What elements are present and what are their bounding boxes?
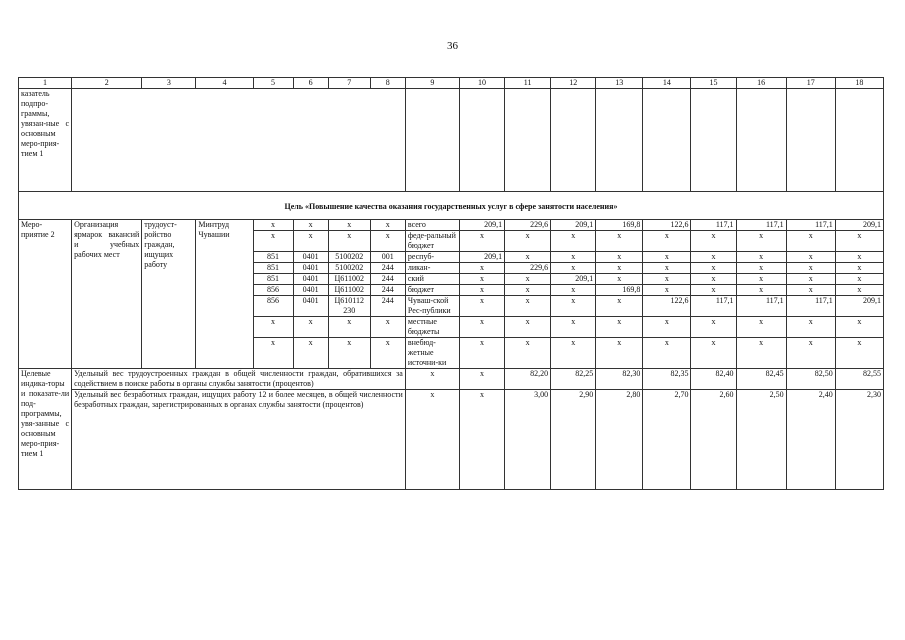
year-value: x <box>643 231 691 252</box>
indicator-value: x <box>405 369 459 390</box>
indicator-value: 82,25 <box>551 369 596 390</box>
year-value: x <box>596 296 643 317</box>
indicator-value: x <box>459 369 504 390</box>
code-target: x <box>328 231 370 252</box>
year-value: 229,6 <box>505 220 551 231</box>
col-num: 18 <box>835 78 883 89</box>
finance-source: ский <box>405 274 459 285</box>
code-section: 0401 <box>293 274 328 285</box>
year-value: x <box>596 252 643 263</box>
code-grbs: 856 <box>253 285 293 296</box>
indicator-value: 2,30 <box>835 390 883 490</box>
year-value: 122,6 <box>643 220 691 231</box>
year-value: 209,1 <box>459 220 504 231</box>
finance-source: ликан- <box>405 263 459 274</box>
year-value: x <box>736 317 786 338</box>
year-value: x <box>643 274 691 285</box>
empty-cell <box>405 89 459 192</box>
empty-cell <box>551 89 596 192</box>
code-target: x <box>328 317 370 338</box>
year-value: x <box>505 274 551 285</box>
year-value: 209,1 <box>459 252 504 263</box>
indicator-value: 82,45 <box>736 369 786 390</box>
year-value: 122,6 <box>643 296 691 317</box>
empty-cell <box>736 89 786 192</box>
indicators-label: Целевые индика-торы и показате-ли под-программы, увя-занные с основным меро-прия-тием 1 <box>19 369 72 490</box>
year-value: x <box>459 317 504 338</box>
year-value: x <box>596 274 643 285</box>
goal-row <box>19 192 884 220</box>
code-section: x <box>293 231 328 252</box>
code-target: x <box>328 338 370 369</box>
code-grbs: x <box>253 231 293 252</box>
col-num: 16 <box>736 78 786 89</box>
code-grbs: x <box>253 220 293 231</box>
year-value: x <box>835 263 883 274</box>
year-value: x <box>786 285 835 296</box>
year-value: x <box>691 274 736 285</box>
empty-cell <box>505 89 551 192</box>
year-value: x <box>736 274 786 285</box>
year-value: 117,1 <box>786 296 835 317</box>
year-value: x <box>505 317 551 338</box>
indicator-value: 2,80 <box>596 390 643 490</box>
code-target: 5100202 <box>328 263 370 274</box>
year-value: x <box>551 231 596 252</box>
year-value: x <box>691 263 736 274</box>
year-value: 169,8 <box>596 220 643 231</box>
indicator-text: Удельный вес трудоустроенных граждан в общей численности граждан, обратившихся за содействием в поиске работы в органы службы занятости (процентов) <box>72 369 406 390</box>
year-value: x <box>596 263 643 274</box>
indicator-value: 82,55 <box>835 369 883 390</box>
year-value: x <box>551 296 596 317</box>
carry-over-label: казатель подпро-граммы, увязан-ные с основным меро-прия-тием 1 <box>19 89 72 192</box>
finance-source: бюджет <box>405 285 459 296</box>
year-value: x <box>505 338 551 369</box>
indicator-value: 82,35 <box>643 369 691 390</box>
col-num: 7 <box>328 78 370 89</box>
year-value: x <box>736 263 786 274</box>
year-value: x <box>691 252 736 263</box>
year-value: x <box>551 263 596 274</box>
year-value: x <box>835 317 883 338</box>
col-num: 12 <box>551 78 596 89</box>
code-grbs: x <box>253 317 293 338</box>
code-target: 5100202 <box>328 252 370 263</box>
page-number: 36 <box>447 40 458 52</box>
year-value: 117,1 <box>736 296 786 317</box>
code-section: x <box>293 338 328 369</box>
indicator-value: 82,20 <box>505 369 551 390</box>
year-value: x <box>551 252 596 263</box>
program-table <box>18 77 884 490</box>
year-value: 209,1 <box>835 220 883 231</box>
indicator-text: Удельный вес безработных граждан, ищущих работу 12 и более месяцев, в общей численности безработных граждан, зарегистрированных в органах службы занятости (процентов) <box>72 390 406 490</box>
code-target: x <box>328 220 370 231</box>
code-target: Ц611002 <box>328 285 370 296</box>
year-value: 117,1 <box>691 296 736 317</box>
year-value: x <box>835 274 883 285</box>
code-type: 244 <box>370 285 405 296</box>
year-value: x <box>736 285 786 296</box>
code-grbs: 851 <box>253 274 293 285</box>
year-value: x <box>596 338 643 369</box>
activity-description: Организация ярмарок вакансий и учебных рабочих мест <box>72 220 142 369</box>
code-grbs: x <box>253 338 293 369</box>
code-type: x <box>370 220 405 231</box>
code-section: 0401 <box>293 252 328 263</box>
year-value: 209,1 <box>835 296 883 317</box>
activity-executor: Минтруд Чувашии <box>196 220 253 369</box>
code-type: x <box>370 338 405 369</box>
year-value: x <box>643 263 691 274</box>
code-section: x <box>293 317 328 338</box>
year-value: 117,1 <box>691 220 736 231</box>
finance-source: респуб- <box>405 252 459 263</box>
indicator-value: 2,60 <box>691 390 736 490</box>
col-num: 11 <box>505 78 551 89</box>
code-section: 0401 <box>293 263 328 274</box>
year-value: x <box>551 338 596 369</box>
activity-result: трудоуст-ройство граждан, ищущих работу <box>142 220 196 369</box>
indicator-value: 82,30 <box>596 369 643 390</box>
year-value: 209,1 <box>551 274 596 285</box>
code-type: 244 <box>370 274 405 285</box>
year-value: x <box>786 338 835 369</box>
carry-over-row <box>19 89 884 192</box>
year-value: x <box>835 231 883 252</box>
code-section: 0401 <box>293 285 328 296</box>
code-section: x <box>293 220 328 231</box>
year-value: x <box>691 317 736 338</box>
year-value: x <box>835 252 883 263</box>
year-value: x <box>505 252 551 263</box>
year-value: x <box>835 338 883 369</box>
year-value: x <box>691 338 736 369</box>
col-num: 4 <box>196 78 253 89</box>
year-value: x <box>596 317 643 338</box>
code-grbs: 856 <box>253 296 293 317</box>
col-num: 10 <box>459 78 504 89</box>
year-value: x <box>459 338 504 369</box>
empty-cell <box>786 89 835 192</box>
activity-name: Меро-приятие 2 <box>19 220 72 369</box>
empty-cell <box>459 89 504 192</box>
code-type: x <box>370 317 405 338</box>
code-section: 0401 <box>293 296 328 317</box>
year-value: 169,8 <box>596 285 643 296</box>
year-value: x <box>551 285 596 296</box>
code-target: Ц610112 230 <box>328 296 370 317</box>
year-value: 209,1 <box>551 220 596 231</box>
empty-cell <box>691 89 736 192</box>
col-num: 3 <box>142 78 196 89</box>
code-grbs: 851 <box>253 263 293 274</box>
empty-cell <box>835 89 883 192</box>
indicator-value: 82,40 <box>691 369 736 390</box>
goal-title: Цель «Повышение качества оказания государственных услуг в сфере занятости населения» <box>19 192 884 220</box>
empty-cell <box>643 89 691 192</box>
year-value: x <box>643 285 691 296</box>
empty-cell <box>72 89 406 192</box>
year-value: x <box>736 231 786 252</box>
year-value: x <box>459 285 504 296</box>
year-value: x <box>786 252 835 263</box>
year-value: x <box>786 274 835 285</box>
year-value: x <box>691 231 736 252</box>
indicator-value: 2,40 <box>786 390 835 490</box>
col-num: 2 <box>72 78 142 89</box>
code-type: 244 <box>370 263 405 274</box>
finance-source: местные бюджеты <box>405 317 459 338</box>
year-value: x <box>551 317 596 338</box>
finance-row <box>19 220 884 231</box>
year-value: x <box>459 274 504 285</box>
indicator-row <box>19 390 884 490</box>
column-number-row <box>19 78 884 89</box>
year-value: x <box>736 338 786 369</box>
year-value: x <box>596 231 643 252</box>
col-num: 14 <box>643 78 691 89</box>
code-type: 244 <box>370 296 405 317</box>
finance-source: внебюд-жетные источни-ки <box>405 338 459 369</box>
col-num: 8 <box>370 78 405 89</box>
year-value: x <box>691 285 736 296</box>
col-num: 1 <box>19 78 72 89</box>
year-value: x <box>505 231 551 252</box>
indicator-value: 82,50 <box>786 369 835 390</box>
year-value: x <box>736 252 786 263</box>
year-value: x <box>786 263 835 274</box>
indicator-value: x <box>459 390 504 490</box>
col-num: 9 <box>405 78 459 89</box>
year-value: x <box>835 285 883 296</box>
year-value: x <box>786 231 835 252</box>
code-type: x <box>370 231 405 252</box>
col-num: 13 <box>596 78 643 89</box>
indicator-value: 3,00 <box>505 390 551 490</box>
year-value: x <box>459 263 504 274</box>
year-value: x <box>643 338 691 369</box>
indicator-value: x <box>405 390 459 490</box>
col-num: 17 <box>786 78 835 89</box>
year-value: x <box>643 317 691 338</box>
year-value: x <box>643 252 691 263</box>
year-value: 117,1 <box>786 220 835 231</box>
indicator-value: 2,50 <box>736 390 786 490</box>
finance-source: Чуваш-ской Рес-публики <box>405 296 459 317</box>
indicator-value: 2,90 <box>551 390 596 490</box>
finance-source: феде-ральный бюджет <box>405 231 459 252</box>
code-grbs: 851 <box>253 252 293 263</box>
year-value: x <box>459 231 504 252</box>
year-value: 229,6 <box>505 263 551 274</box>
finance-source: всего <box>405 220 459 231</box>
code-type: 001 <box>370 252 405 263</box>
empty-cell <box>596 89 643 192</box>
indicator-value: 2,70 <box>643 390 691 490</box>
col-num: 15 <box>691 78 736 89</box>
indicator-row <box>19 369 884 390</box>
col-num: 5 <box>253 78 293 89</box>
year-value: x <box>459 296 504 317</box>
col-num: 6 <box>293 78 328 89</box>
year-value: x <box>505 296 551 317</box>
code-target: Ц611002 <box>328 274 370 285</box>
year-value: 117,1 <box>736 220 786 231</box>
year-value: x <box>505 285 551 296</box>
year-value: x <box>786 317 835 338</box>
